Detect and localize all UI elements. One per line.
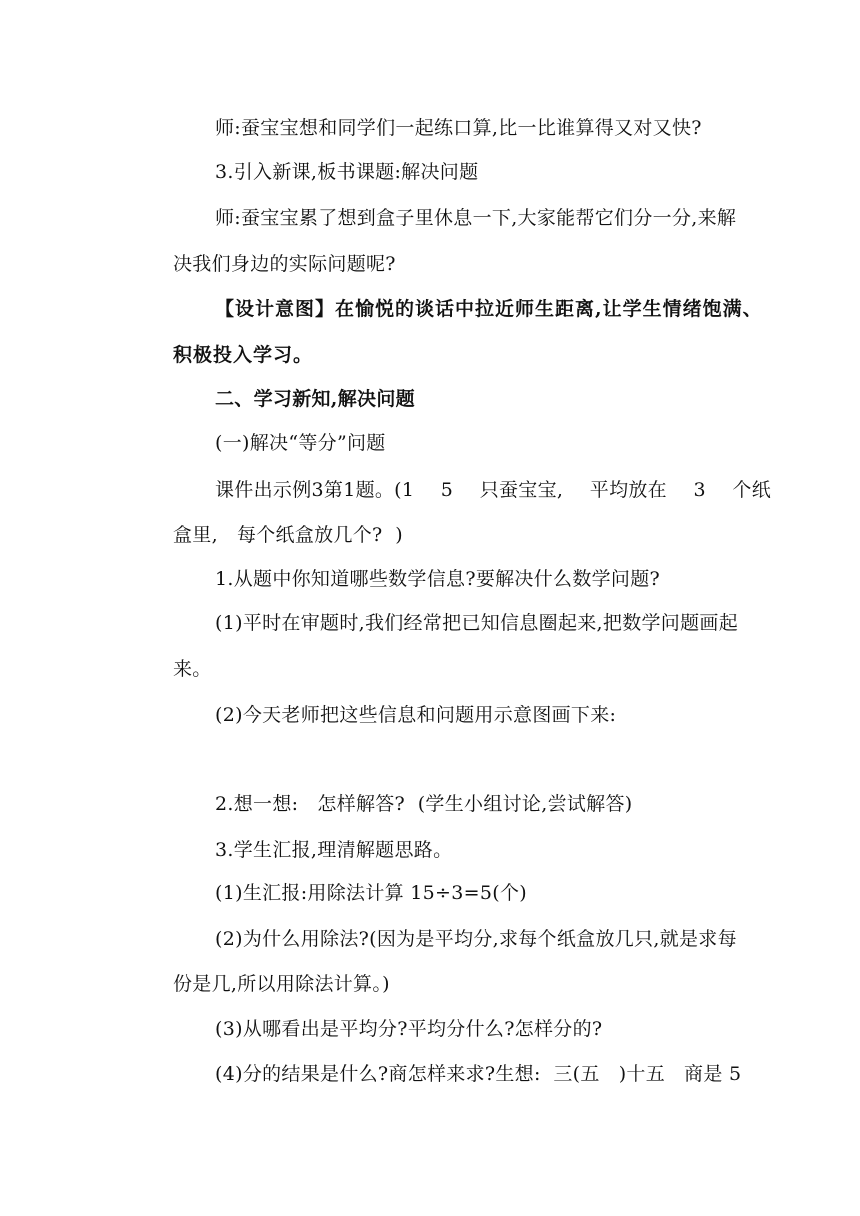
question-1-part1-line1: (1)平时在审题时,我们经常把已知信息圈起来,把数学问题画起 xyxy=(215,612,738,634)
paragraph-teacher-rest-line2: 决我们身边的实际问题呢? xyxy=(173,253,396,275)
example-part: 平均放在 xyxy=(589,479,667,501)
design-intent-line1: 【设计意图】在愉悦的谈话中拉近师生距离,让学生情绪饱满、 xyxy=(215,298,763,320)
paragraph-text: 师:蚕宝宝累了想到盒子里休息一下,大家能帮它们分一分,来解 xyxy=(215,207,737,229)
paragraph-teacher-practice: 师:蚕宝宝想和同学们一起练口算,比一比谁算得又对又快? xyxy=(215,117,702,139)
example-part: 5 xyxy=(440,479,454,501)
paragraph-introduce-lesson: 3.引入新课,板书课题:解决问题 xyxy=(215,161,479,183)
question-3-part2-line2: 份是几,所以用除法计算。) xyxy=(173,973,390,995)
question-3-part3: (3)从哪看出是平均分?平均分什么?怎样分的? xyxy=(215,1018,603,1040)
question-3-part1: (1)生汇报:用除法计算 15÷3=5(个) xyxy=(215,882,527,904)
example-part: 3 xyxy=(693,479,706,501)
question-2: 2.想一想: 怎样解答? (学生小组讨论,尝试解答) xyxy=(215,793,633,815)
question-1-part2: (2)今天老师把这些信息和问题用示意图画下来: xyxy=(215,704,617,726)
question-1-part1-line2: 来。 xyxy=(173,658,212,680)
question-1: 1.从题中你知道哪些数学信息?要解决什么数学问题? xyxy=(215,568,661,590)
question-3-part4: (4)分的结果是什么?商怎样来求?生想: 三(五 )十五 商是 5 xyxy=(215,1063,742,1085)
example-part: 课件出示例3第1题。(1 xyxy=(215,479,415,501)
example-3-line1 xyxy=(215,476,771,504)
example-part: 只蚕宝宝, xyxy=(479,479,564,501)
example-part: 个纸 xyxy=(732,479,771,501)
subsection-heading-equal-division: (一)解决“等分”问题 xyxy=(215,432,386,454)
example-3-line2: 盒里, 每个纸盒放几个? ) xyxy=(173,524,403,546)
question-3-part2-line1: (2)为什么用除法?(因为是平均分,求每个纸盒放几只,就是求每 xyxy=(215,928,737,950)
question-3: 3.学生汇报,理清解题思路。 xyxy=(215,839,453,861)
section-heading-new-knowledge: 二、学习新知,解决问题 xyxy=(215,388,415,410)
paragraph-teacher-rest-line1 xyxy=(215,204,771,232)
design-intent-line2: 积极投入学习。 xyxy=(173,344,314,366)
